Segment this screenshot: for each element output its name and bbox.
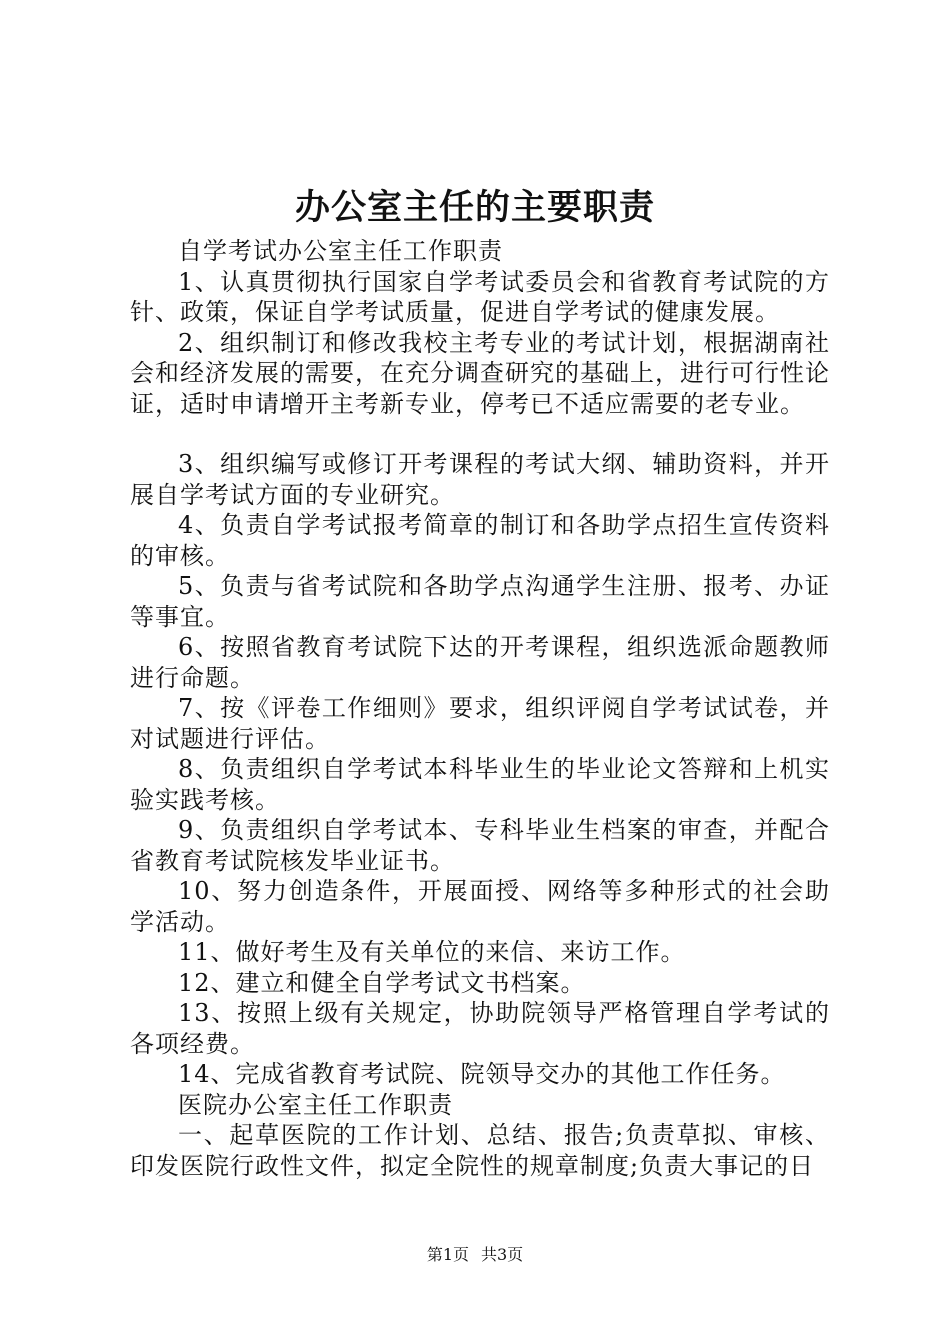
paragraph: 8、负责组织自学考试本科毕业生的毕业论文答辩和上机实验实践考核。 [130, 755, 830, 814]
paragraph: 4、负责自学考试报考简章的制订和各助学点招生宣传资料的审核。 [130, 511, 830, 570]
paragraph: 3、组织编写或修订开考课程的考试大纲、辅助资料，并开展自学考试方面的专业研究。 [130, 450, 830, 509]
paragraph: 6、按照省教育考试院下达的开考课程，组织选派命题教师进行命题。 [130, 633, 830, 692]
paragraph: 5、负责与省考试院和各助学点沟通学生注册、报考、办证等事宜。 [130, 572, 830, 631]
paragraph: 1、认真贯彻执行国家自学考试委员会和省教育考试院的方针、政策，保证自学考试质量，促进自学考试的健康发展。 [130, 267, 830, 326]
paragraph: 14、完成省教育考试院、院领导交办的其他工作任务。 [178, 1060, 786, 1088]
document-body [130, 236, 830, 1181]
paragraph: 7、按《评卷工作细则》要求，组织评阅自学考试试卷，并对试题进行评估。 [130, 694, 830, 753]
paragraph: 2、组织制订和修改我校主考专业的考试计划，根据湖南社会和经济发展的需要，在充分调查研究的基础上，进行可行性论证，适时申请增开主考新专业，停考已不适应需要的老专业。 [130, 328, 830, 418]
section-heading: 医院办公室主任工作职责 [178, 1090, 453, 1119]
paragraph: 13、按照上级有关规定，协助院领导严格管理自学考试的各项经费。 [130, 999, 830, 1058]
section-heading: 自学考试办公室主任工作职责 [178, 237, 503, 265]
page-number: 第1页 [426, 1245, 469, 1264]
paragraph: 11、做好考生及有关单位的来信、来访工作。 [178, 938, 686, 966]
paragraph: 10、努力创造条件，开展面授、网络等多种形式的社会助学活动。 [130, 877, 830, 936]
page-footer [0, 1244, 950, 1266]
paragraph: 12、建立和健全自学考试文书档案。 [178, 968, 586, 997]
document-title: 办公室主任的主要职责 [294, 187, 655, 228]
paragraph: 9、负责组织自学考试本、专科毕业生档案的审查，并配合省教育考试院核发毕业证书。 [130, 816, 830, 875]
paragraph: 一、起草医院的工作计划、总结、报告;负责草拟、审核、印发医院行政性文件，拟定全院性的规章制度;负责大事记的日 [130, 1121, 830, 1180]
page-total: 共3页 [481, 1245, 524, 1264]
